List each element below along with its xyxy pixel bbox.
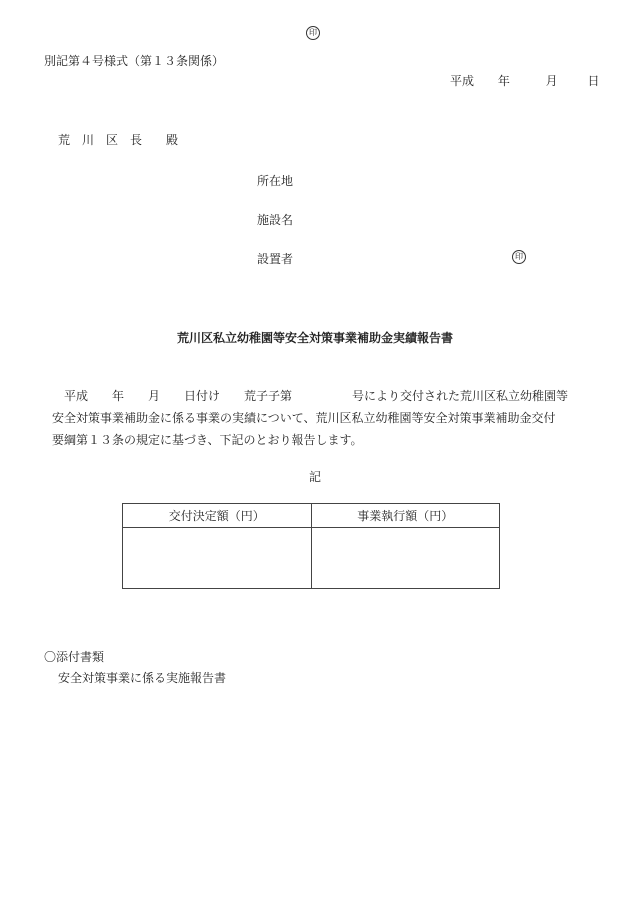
header-execution-amount: 事業執行額（円）: [311, 504, 500, 528]
seal-mark-top: 印: [306, 26, 320, 40]
cell-grant-decision-amount[interactable]: [123, 528, 312, 589]
attachment-item: 安全対策事業に係る実施報告書: [58, 671, 227, 685]
body-line-2: 安全対策事業補助金に係る事業の実績について、荒川区私立幼稚園等安全対策事業補助金交付: [52, 411, 556, 425]
attachments-heading: 〇添付書類: [44, 650, 105, 664]
body-line-3: 要綱第１３条の規定に基づき、下記のとおり報告します。: [52, 433, 363, 447]
date-line: [450, 72, 600, 89]
field-location-label: 所在地: [257, 174, 294, 188]
field-facility-label: 施設名: [257, 213, 294, 227]
ki-label: 記: [308, 470, 321, 484]
cell-execution-amount[interactable]: [311, 528, 500, 589]
amount-table: [122, 503, 500, 589]
date-day: 日: [587, 74, 600, 88]
form-number: 別記第４号様式（第１３条関係）: [44, 54, 225, 68]
founder-seal-mark: 印: [512, 250, 526, 264]
body-line-1-text: 平成 年 月 日付け 荒子子第 号により交付された荒川区私立幼稚園等: [64, 389, 569, 403]
field-founder-label: 設置者: [257, 252, 294, 266]
date-month: 月: [545, 74, 558, 88]
header-grant-decision-amount: 交付決定額（円）: [123, 504, 312, 528]
document-title: 荒川区私立幼稚園等安全対策事業補助金実績報告書: [176, 331, 453, 345]
body-text: [52, 385, 592, 451]
addressee: 荒 川 区 長 殿: [58, 133, 179, 147]
date-era: 平成: [450, 74, 475, 88]
body-line-1: [52, 385, 592, 407]
table-row: [123, 528, 500, 589]
date-year: 年: [497, 74, 510, 88]
table-header-row: [123, 504, 500, 528]
